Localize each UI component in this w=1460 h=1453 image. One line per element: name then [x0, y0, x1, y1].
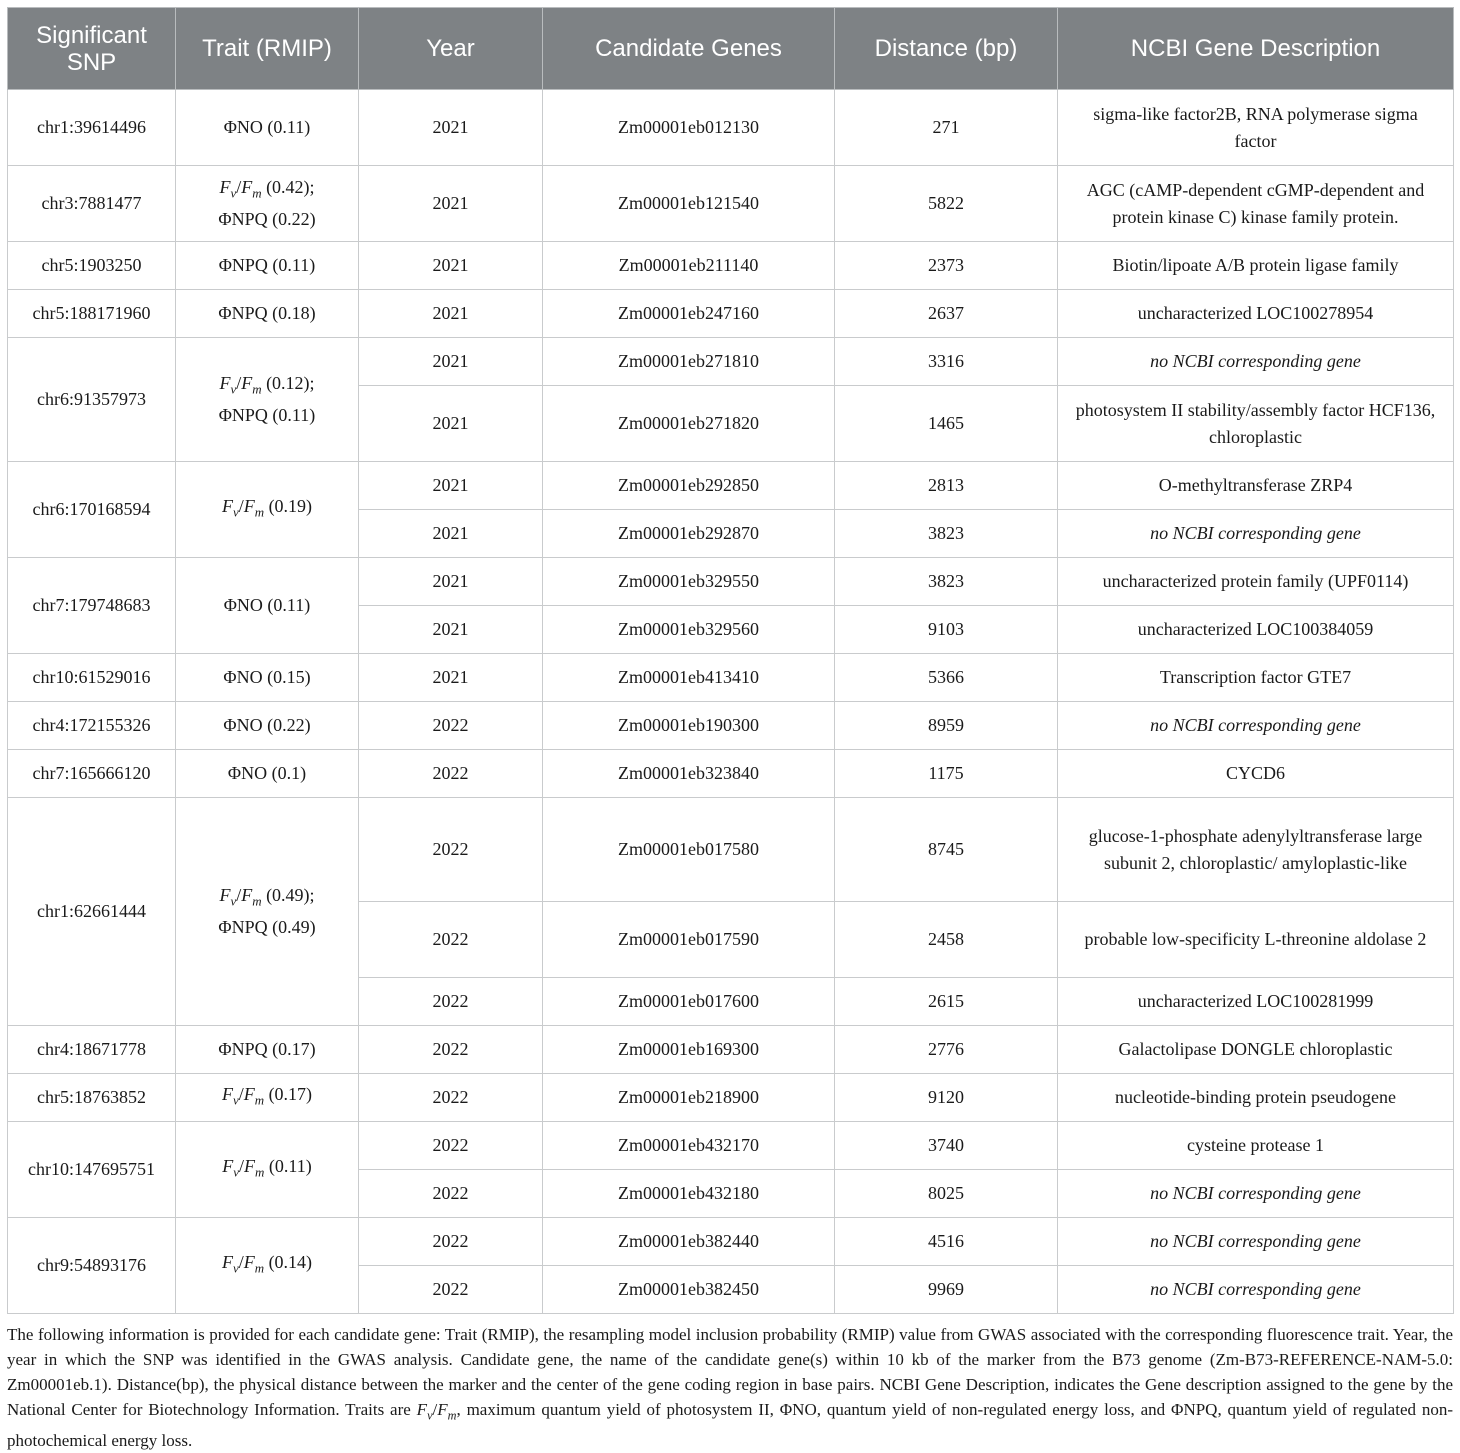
- cell-significant-snp: chr10:147695751: [8, 1122, 176, 1218]
- cell-ncbi-description: uncharacterized LOC100278954: [1058, 290, 1454, 338]
- cell-distance: 5822: [835, 166, 1058, 242]
- cell-distance: 3823: [835, 558, 1058, 606]
- cell-distance: 1465: [835, 386, 1058, 462]
- trait-rmip: ΦNPQ (0.11): [218, 405, 316, 426]
- cell-significant-snp: chr1:39614496: [8, 90, 176, 166]
- cell-trait: [176, 290, 359, 338]
- cell-significant-snp: chr3:7881477: [8, 166, 176, 242]
- table-row: [8, 1026, 1454, 1074]
- trait-rmip: ΦNO (0.1): [227, 763, 307, 783]
- cell-candidate-gene: Zm00001eb271820: [543, 386, 835, 462]
- cell-distance: 2776: [835, 1026, 1058, 1074]
- cell-distance: 2813: [835, 462, 1058, 510]
- cell-ncbi-description: probable low-specificity L-threonine aldolase 2: [1058, 902, 1454, 978]
- cell-year: 2022: [359, 1170, 543, 1218]
- cell-year: 2021: [359, 510, 543, 558]
- cell-candidate-gene: Zm00001eb218900: [543, 1074, 835, 1122]
- cell-trait: [176, 166, 359, 242]
- trait-rmip: $F_v/F_m$ (0.11): [222, 1156, 312, 1180]
- cell-trait: [176, 654, 359, 702]
- cell-candidate-gene: Zm00001eb323840: [543, 750, 835, 798]
- cell-distance: 2637: [835, 290, 1058, 338]
- cell-significant-snp: chr7:165666120: [8, 750, 176, 798]
- cell-distance: 4516: [835, 1218, 1058, 1266]
- cell-candidate-gene: Zm00001eb382440: [543, 1218, 835, 1266]
- table-row: [8, 558, 1454, 606]
- cell-year: 2021: [359, 90, 543, 166]
- cell-candidate-gene: Zm00001eb432170: [543, 1122, 835, 1170]
- cell-distance: 1175: [835, 750, 1058, 798]
- cell-distance: 3823: [835, 510, 1058, 558]
- cell-ncbi-description: cysteine protease 1: [1058, 1122, 1454, 1170]
- cell-significant-snp: chr4:18671778: [8, 1026, 176, 1074]
- cell-year: 2021: [359, 558, 543, 606]
- cell-trait: [176, 90, 359, 166]
- cell-year: 2022: [359, 798, 543, 902]
- cell-ncbi-description: no NCBI corresponding gene: [1058, 510, 1454, 558]
- cell-ncbi-description: uncharacterized LOC100384059: [1058, 606, 1454, 654]
- cell-year: 2021: [359, 242, 543, 290]
- cell-distance: 5366: [835, 654, 1058, 702]
- cell-ncbi-description: Transcription factor GTE7: [1058, 654, 1454, 702]
- cell-ncbi-description: Galactolipase DONGLE chloroplastic: [1058, 1026, 1454, 1074]
- trait-rmip: $F_v/F_m$ (0.17): [221, 1084, 313, 1108]
- trait-rmip: ΦNO (0.15): [223, 667, 311, 687]
- cell-candidate-gene: Zm00001eb413410: [543, 654, 835, 702]
- cell-year: 2021: [359, 654, 543, 702]
- cell-candidate-gene: Zm00001eb292850: [543, 462, 835, 510]
- cell-candidate-gene: Zm00001eb012130: [543, 90, 835, 166]
- header-row: [8, 8, 1454, 90]
- cell-significant-snp: chr9:54893176: [8, 1218, 176, 1314]
- cell-year: 2022: [359, 702, 543, 750]
- trait-rmip: ΦNO (0.11): [223, 117, 311, 137]
- cell-ncbi-description: glucose-1-phosphate adenylyltransferase large subunit 2, chloroplastic/ amyloplastic-like: [1058, 798, 1454, 902]
- cell-significant-snp: chr1:62661444: [8, 798, 176, 1026]
- header-candidate-genes: Candidate Genes: [543, 8, 835, 90]
- cell-trait: [176, 462, 359, 558]
- table-row: [8, 1218, 1454, 1266]
- cell-year: 2022: [359, 750, 543, 798]
- trait-rmip: $F_v/F_m$ (0.19): [221, 496, 313, 520]
- table-row: [8, 1122, 1454, 1170]
- cell-year: 2021: [359, 462, 543, 510]
- table-row: [8, 242, 1454, 290]
- cell-trait: [176, 1074, 359, 1122]
- cell-trait: [176, 558, 359, 654]
- cell-year: 2022: [359, 1218, 543, 1266]
- trait-rmip: ΦNPQ (0.11): [218, 255, 316, 275]
- cell-candidate-gene: Zm00001eb292870: [543, 510, 835, 558]
- cell-ncbi-description: no NCBI corresponding gene: [1058, 702, 1454, 750]
- cell-candidate-gene: Zm00001eb169300: [543, 1026, 835, 1074]
- cell-year: 2021: [359, 338, 543, 386]
- cell-significant-snp: chr7:179748683: [8, 558, 176, 654]
- cell-candidate-gene: Zm00001eb017600: [543, 978, 835, 1026]
- trait-rmip: $F_v/F_m$ (0.14): [221, 1252, 313, 1276]
- cell-ncbi-description: no NCBI corresponding gene: [1058, 1170, 1454, 1218]
- cell-year: 2022: [359, 902, 543, 978]
- table-row: [8, 338, 1454, 386]
- table-row: [8, 462, 1454, 510]
- cell-trait: [176, 750, 359, 798]
- cell-distance: 3740: [835, 1122, 1058, 1170]
- cell-distance: 2373: [835, 242, 1058, 290]
- cell-candidate-gene: Zm00001eb017580: [543, 798, 835, 902]
- cell-trait: [176, 798, 359, 1026]
- cell-significant-snp: chr4:172155326: [8, 702, 176, 750]
- cell-trait: [176, 242, 359, 290]
- cell-distance: 3316: [835, 338, 1058, 386]
- trait-rmip: $F_v/F_m$ (0.12);: [219, 372, 315, 397]
- trait-rmip: ΦNO (0.11): [223, 595, 311, 615]
- trait-rmip: ΦNPQ (0.49): [218, 917, 316, 938]
- cell-year: 2022: [359, 1122, 543, 1170]
- table-row: [8, 1074, 1454, 1122]
- trait-rmip: ΦNPQ (0.17): [218, 1039, 316, 1059]
- cell-distance: 8745: [835, 798, 1058, 902]
- cell-significant-snp: chr10:61529016: [8, 654, 176, 702]
- cell-trait: [176, 1122, 359, 1218]
- header-distance: Distance (bp): [835, 8, 1058, 90]
- cell-ncbi-description: sigma-like factor2B, RNA polymerase sigma factor: [1058, 90, 1454, 166]
- cell-distance: 9120: [835, 1074, 1058, 1122]
- document: [7, 7, 1453, 1453]
- header-year: Year: [359, 8, 543, 90]
- cell-ncbi-description: uncharacterized LOC100281999: [1058, 978, 1454, 1026]
- cell-ncbi-description: no NCBI corresponding gene: [1058, 1266, 1454, 1314]
- cell-distance: 9103: [835, 606, 1058, 654]
- cell-year: 2021: [359, 606, 543, 654]
- cell-year: 2022: [359, 1266, 543, 1314]
- cell-year: 2021: [359, 386, 543, 462]
- cell-candidate-gene: Zm00001eb190300: [543, 702, 835, 750]
- cell-trait: [176, 338, 359, 462]
- table-row: [8, 750, 1454, 798]
- cell-candidate-gene: Zm00001eb211140: [543, 242, 835, 290]
- table-row: [8, 90, 1454, 166]
- cell-significant-snp: chr5:18763852: [8, 1074, 176, 1122]
- cell-candidate-gene: Zm00001eb329560: [543, 606, 835, 654]
- cell-distance: 2458: [835, 902, 1058, 978]
- table-row: [8, 290, 1454, 338]
- cell-ncbi-description: nucleotide-binding protein pseudogene: [1058, 1074, 1454, 1122]
- cell-significant-snp: chr5:188171960: [8, 290, 176, 338]
- cell-candidate-gene: Zm00001eb017590: [543, 902, 835, 978]
- cell-candidate-gene: Zm00001eb121540: [543, 166, 835, 242]
- candidate-genes-table: [7, 7, 1454, 1314]
- cell-distance: 271: [835, 90, 1058, 166]
- cell-distance: 9969: [835, 1266, 1058, 1314]
- trait-rmip: ΦNO (0.22): [223, 715, 311, 735]
- cell-ncbi-description: uncharacterized protein family (UPF0114): [1058, 558, 1454, 606]
- table-body: [8, 90, 1454, 1314]
- cell-significant-snp: chr6:170168594: [8, 462, 176, 558]
- cell-candidate-gene: Zm00001eb329550: [543, 558, 835, 606]
- cell-year: 2022: [359, 1026, 543, 1074]
- table-row: [8, 166, 1454, 242]
- cell-year: 2022: [359, 978, 543, 1026]
- cell-ncbi-description: Biotin/lipoate A/B protein ligase family: [1058, 242, 1454, 290]
- cell-ncbi-description: photosystem II stability/assembly factor HCF136, chloroplastic: [1058, 386, 1454, 462]
- cell-ncbi-description: O-methyltransferase ZRP4: [1058, 462, 1454, 510]
- cell-trait: [176, 1026, 359, 1074]
- header-ncbi-description: NCBI Gene Description: [1058, 8, 1454, 90]
- cell-distance: 8025: [835, 1170, 1058, 1218]
- table-row: [8, 702, 1454, 750]
- cell-trait: [176, 702, 359, 750]
- cell-candidate-gene: Zm00001eb271810: [543, 338, 835, 386]
- cell-ncbi-description: CYCD6: [1058, 750, 1454, 798]
- header-trait: Trait (RMIP): [176, 8, 359, 90]
- cell-significant-snp: chr5:1903250: [8, 242, 176, 290]
- header-significant-snp: Significant SNP: [8, 8, 176, 90]
- table-footnote: The following information is provided for each candidate gene: Trait (RMIP), the resampling model inclusion probability (RMIP) value from GWAS associated with the corresponding fluorescence trait. Year, the year in which the SNP was identified in the GWAS analysis. Candidate gene, the name of the candidate gene(s) within 10 kb of the marker from the B73 genome (Zm-B73-REFERENCE-NAM-5.0: Zm00001eb.1). Distance(bp), the physical distance between the marker and the center of the gene coding region in base pairs. NCBI Gene Description, indicates the Gene description assigned to the gene by the National Center for Biotechnology Information. Traits are $F_v/F_m$, maximum quantum yield of photosystem II, ΦNO, quantum yield of non-regulated energy loss, and ΦNPQ, quantum yield of regulated non-photochemical energy loss.: [7, 1325, 1453, 1451]
- cell-ncbi-description: AGC (cAMP-dependent cGMP-dependent and protein kinase C) kinase family protein.: [1058, 166, 1454, 242]
- cell-trait: [176, 1218, 359, 1314]
- table-row: [8, 654, 1454, 702]
- cell-candidate-gene: Zm00001eb432180: [543, 1170, 835, 1218]
- cell-ncbi-description: no NCBI corresponding gene: [1058, 338, 1454, 386]
- trait-rmip: $F_v/F_m$ (0.42);: [219, 176, 315, 201]
- cell-year: 2021: [359, 290, 543, 338]
- table-row: [8, 798, 1454, 902]
- cell-significant-snp: chr6:91357973: [8, 338, 176, 462]
- trait-rmip: ΦNPQ (0.18): [218, 303, 316, 323]
- cell-year: 2021: [359, 166, 543, 242]
- cell-ncbi-description: no NCBI corresponding gene: [1058, 1218, 1454, 1266]
- trait-rmip: $F_v/F_m$ (0.49);: [219, 884, 315, 909]
- cell-distance: 8959: [835, 702, 1058, 750]
- cell-distance: 2615: [835, 978, 1058, 1026]
- cell-candidate-gene: Zm00001eb382450: [543, 1266, 835, 1314]
- cell-year: 2022: [359, 1074, 543, 1122]
- trait-rmip: ΦNPQ (0.22): [218, 209, 316, 230]
- cell-candidate-gene: Zm00001eb247160: [543, 290, 835, 338]
